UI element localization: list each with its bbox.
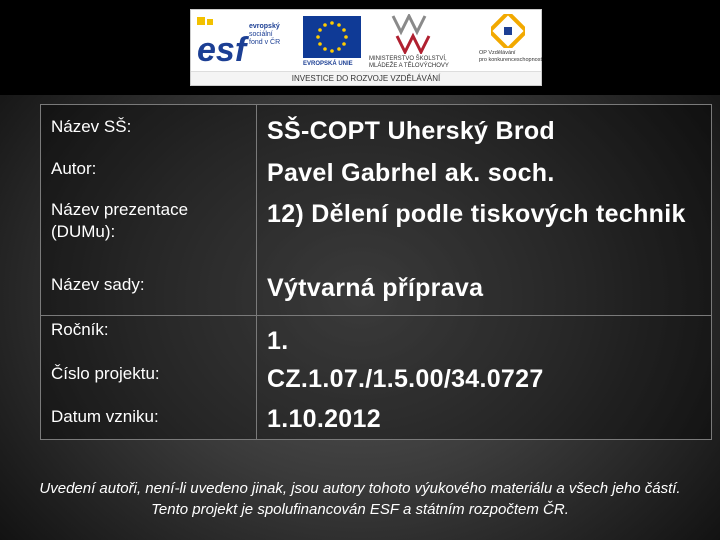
- row-label-grade: Ročník:: [51, 320, 109, 339]
- msmt-logo: [369, 14, 469, 72]
- row-label-set: Název sady:: [51, 275, 145, 294]
- row-value-presentation: 12) Dělení podle tiskových technik: [267, 200, 686, 228]
- row-label-date: Datum vzniku:: [51, 407, 159, 426]
- row-label-project-number: Číslo projektu:: [51, 364, 160, 383]
- investment-banner: INVESTICE DO ROZVOJE VZDĚLÁVÁNÍ: [191, 71, 541, 85]
- eu-flag-icon: [303, 16, 361, 58]
- op-logo: [479, 14, 542, 72]
- row-value-project-number: CZ.1.07./1.5.00/34.0727: [267, 365, 544, 393]
- esf-text: esf: [197, 31, 247, 65]
- msmt-emblem-icon: [389, 14, 437, 54]
- op-caption-line-2: pro konkurenceschopnost: [479, 57, 542, 63]
- row-value-grade: 1.: [267, 327, 289, 355]
- row-value-school: SŠ-COPT Uherský Brod: [267, 117, 556, 145]
- project-info-table: [40, 104, 712, 440]
- esf-caption-line-2: sociální: [249, 31, 273, 38]
- row-label-author: Autor:: [51, 159, 97, 178]
- row-value-date: 1.10.2012: [267, 405, 381, 433]
- row-value-set: Výtvarná příprava: [267, 274, 484, 302]
- msmt-caption-line-1: MINISTERSTVO ŠKOLSTVÍ,: [369, 56, 447, 62]
- esf-caption-line-1: evropský: [249, 23, 280, 30]
- footer-note: Uvedení autoři, není-li uvedeno jinak, jsou autory tohoto výukového materiálu a všech jeho částí. Tento projekt je spolufinancován ESF a státním rozpočtem ČR.: [39, 480, 681, 518]
- row-value-author: Pavel Gabrhel ak. soch.: [267, 159, 555, 187]
- eu-caption: EVROPSKÁ UNIE: [303, 61, 353, 67]
- logo-strip: [190, 9, 542, 86]
- esf-caption-line-3: fond v ČR: [249, 39, 281, 46]
- eu-logo: [303, 16, 361, 70]
- op-emblem-icon: [491, 14, 525, 48]
- row-label-school: Název SŠ:: [51, 117, 132, 136]
- column-divider: [256, 105, 257, 439]
- msmt-caption-line-2: MLÁDEŽE A TĚLOVÝCHOVY: [369, 63, 449, 69]
- op-caption-line-1: OP Vzdělávání: [479, 50, 516, 56]
- esf-logo: [197, 17, 287, 65]
- row-label-presentation: Název prezentace (DUMu):: [51, 200, 189, 241]
